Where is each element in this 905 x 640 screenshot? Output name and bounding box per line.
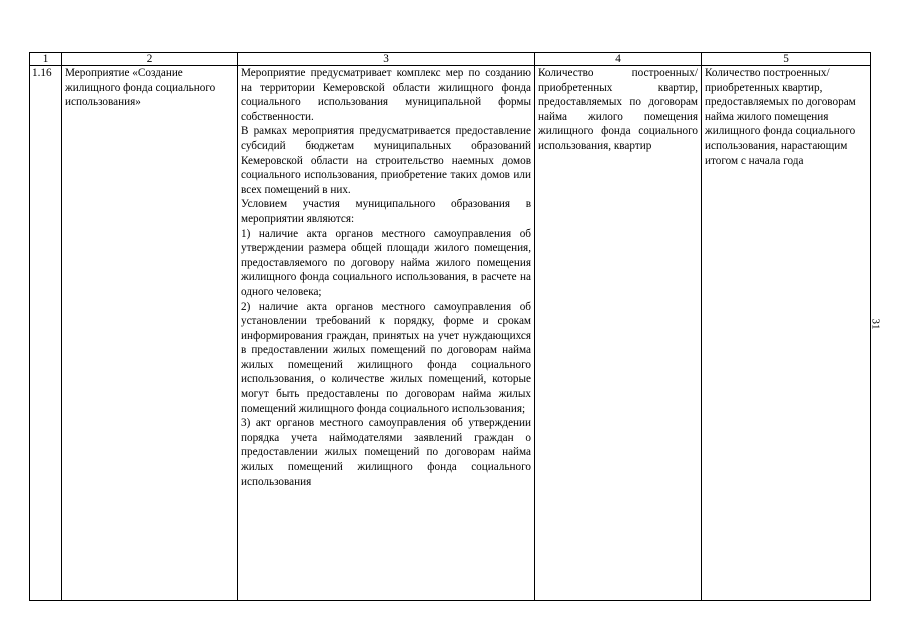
column-number-1: 1 <box>30 53 62 66</box>
description-paragraph: 3) акт органов местного самоуправления об утверждении порядка учета наймодателями заявлений граждан о предоставлении жилых помещений по договорам найма жилых помещений жилищного фонда социального использования <box>241 417 531 488</box>
row-number: 1.16 <box>30 66 62 601</box>
description-paragraph: 1) наличие акта органов местного самоуправления об утверждении размера общей площади жилого помещения, предоставляемого по договору найма жилого помещения жилищного фонда социального использования, в расчете на одного человека; <box>241 227 531 298</box>
description-paragraph: 2) наличие акта органов местного самоуправления об установлении требований к порядку, форме и срокам информирования граждан, принятых на учет нуждающихся в предоставлении жилых помещений по договорам найма жилых помещений жилищного фонда социального использования, о количестве жилых помещений, которые могут быть предоставлены по договорам найма жилых помещений жилищного фонда социального использования; <box>241 300 531 415</box>
program-table <box>29 52 871 601</box>
activity-description <box>238 66 535 601</box>
column-number-3: 3 <box>238 53 535 66</box>
column-number-5: 5 <box>702 53 871 66</box>
header-row <box>30 53 871 66</box>
activity-name: Мероприятие «Создание жилищного фонда социального использования» <box>62 66 238 601</box>
description-paragraph: В рамках мероприятия предусматривается предоставление субсидий бюджетам муниципальных образований Кемеровской области на строительство наемных домов социального использования, приобретение таких домов или всех помещений в них. <box>241 125 531 196</box>
indicator-name: Количество построенных/ приобретенных квартир, предоставляемых по договорам найма жилого помещения жилищного фонда социального использования, квартир <box>535 66 702 601</box>
calculation-method: Количество построенных/ приобретенных квартир, предоставляемых по договорам найма жилого помещения жилищного фонда социального использования, нарастающим итогом с начала года <box>702 66 871 601</box>
table-row <box>30 66 871 601</box>
column-number-2: 2 <box>62 53 238 66</box>
page-number: 31 <box>869 318 882 330</box>
column-number-4: 4 <box>535 53 702 66</box>
description-paragraph: Условием участия муниципального образования в мероприятии являются: <box>241 198 531 225</box>
description-paragraph: Мероприятие предусматривает комплекс мер по созданию на территории Кемеровской области жилищного фонда социального использования муниципальной формы собственности. <box>241 67 531 123</box>
